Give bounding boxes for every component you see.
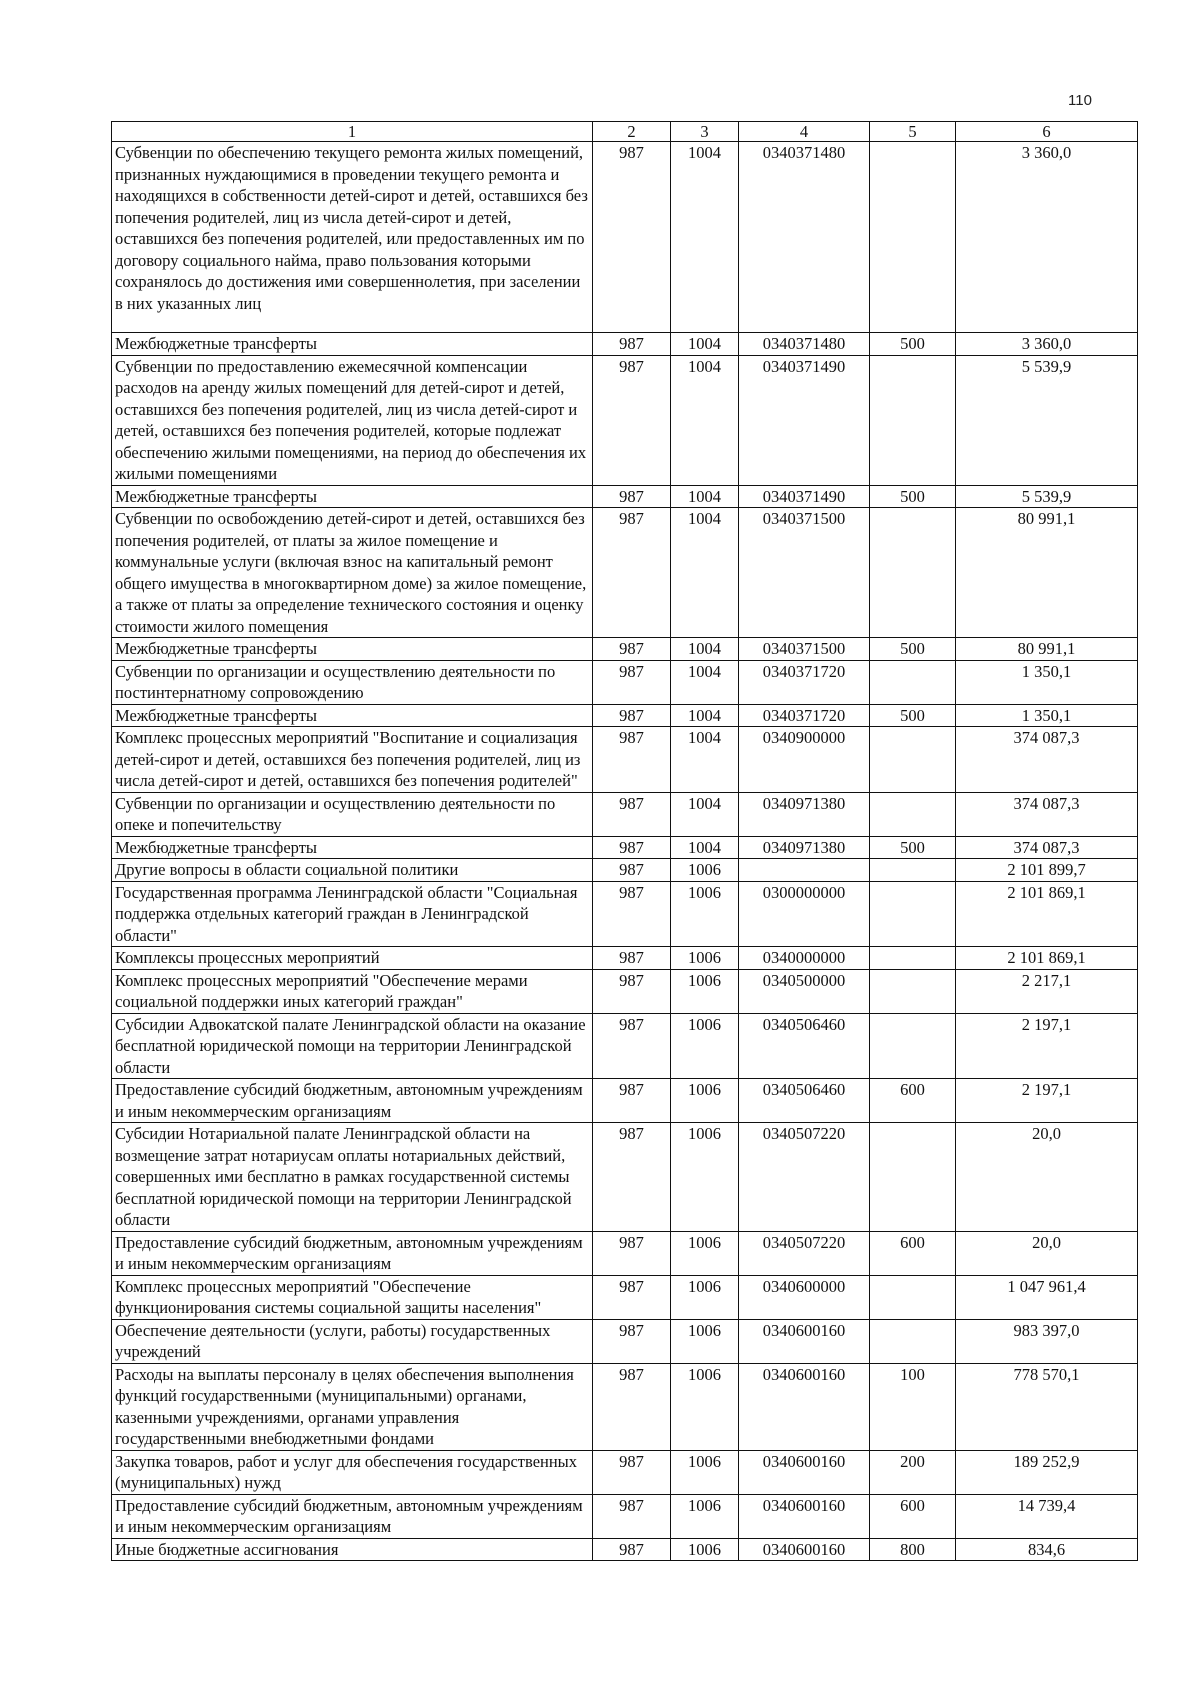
ministry-code-cell: 987	[593, 355, 671, 485]
ministry-code-cell: 987	[593, 1013, 671, 1079]
table-row	[112, 1319, 1138, 1363]
section-code-cell: 1004	[671, 792, 739, 836]
target-code-cell: 0340000000	[739, 947, 870, 970]
expense-type-cell: 500	[870, 638, 956, 661]
section-code-cell: 1006	[671, 1450, 739, 1494]
ministry-code-cell: 987	[593, 333, 671, 356]
amount-cell: 1 350,1	[956, 660, 1138, 704]
table-row	[112, 947, 1138, 970]
row-name-cell: Межбюджетные трансферты	[112, 485, 593, 508]
table-row	[112, 1363, 1138, 1450]
table-row	[112, 660, 1138, 704]
ministry-code-cell: 987	[593, 485, 671, 508]
section-code-cell: 1004	[671, 836, 739, 859]
header-cell: 4	[739, 122, 870, 142]
row-name-cell: Субсидии Адвокатской палате Ленинградской области на оказание бесплатной юридической помощи на территории Ленинградской области	[112, 1013, 593, 1079]
table-row	[112, 881, 1138, 947]
ministry-code-cell: 987	[593, 1079, 671, 1123]
table-row	[112, 355, 1138, 485]
amount-cell: 374 087,3	[956, 727, 1138, 793]
expense-type-cell: 500	[870, 333, 956, 356]
amount-cell: 2 101 899,7	[956, 859, 1138, 882]
row-name-cell: Комплексы процессных мероприятий	[112, 947, 593, 970]
section-code-cell: 1004	[671, 485, 739, 508]
target-code-cell: 0340600160	[739, 1538, 870, 1561]
expense-type-cell	[870, 947, 956, 970]
amount-cell: 3 360,0	[956, 142, 1138, 333]
target-code-cell: 0340507220	[739, 1231, 870, 1275]
expense-type-cell: 500	[870, 485, 956, 508]
section-code-cell: 1004	[671, 142, 739, 333]
header-cell: 6	[956, 122, 1138, 142]
row-name-cell: Межбюджетные трансферты	[112, 638, 593, 661]
table-row	[112, 1231, 1138, 1275]
target-code-cell	[739, 859, 870, 882]
target-code-cell: 0340371490	[739, 355, 870, 485]
expense-type-cell	[870, 355, 956, 485]
ministry-code-cell: 987	[593, 792, 671, 836]
target-code-cell: 0340600160	[739, 1363, 870, 1450]
expense-type-cell: 600	[870, 1079, 956, 1123]
target-code-cell: 0300000000	[739, 881, 870, 947]
section-code-cell: 1006	[671, 1363, 739, 1450]
expense-type-cell	[870, 792, 956, 836]
section-code-cell: 1006	[671, 947, 739, 970]
amount-cell: 5 539,9	[956, 485, 1138, 508]
target-code-cell: 0340371720	[739, 660, 870, 704]
ministry-code-cell: 987	[593, 142, 671, 333]
expense-type-cell: 100	[870, 1363, 956, 1450]
target-code-cell: 0340371490	[739, 485, 870, 508]
table-row	[112, 792, 1138, 836]
row-name-cell: Комплекс процессных мероприятий "Воспитание и социализация детей-сирот и детей, оставшихся без попечения родителей, лиц из числа детей-сирот и детей, оставшихся без попечения родителей"	[112, 727, 593, 793]
row-name-cell: Субсидии Нотариальной палате Ленинградской области на возмещение затрат нотариусам оплаты нотариальных действий, совершенных ими бесплатно в рамках государственной системы бесплатной юридической помощи на территории Ленинградской области	[112, 1123, 593, 1232]
ministry-code-cell: 987	[593, 836, 671, 859]
ministry-code-cell: 987	[593, 947, 671, 970]
row-name-cell: Предоставление субсидий бюджетным, автономным учреждениям и иным некоммерческим организациям	[112, 1494, 593, 1538]
budget-table	[111, 121, 1138, 1561]
expense-type-cell	[870, 1013, 956, 1079]
ministry-code-cell: 987	[593, 859, 671, 882]
section-code-cell: 1004	[671, 638, 739, 661]
header-cell: 1	[112, 122, 593, 142]
header-cell: 2	[593, 122, 671, 142]
table-row	[112, 1494, 1138, 1538]
target-code-cell: 0340900000	[739, 727, 870, 793]
row-name-cell: Межбюджетные трансферты	[112, 333, 593, 356]
section-code-cell: 1004	[671, 660, 739, 704]
amount-cell: 834,6	[956, 1538, 1138, 1561]
section-code-cell: 1006	[671, 969, 739, 1013]
section-code-cell: 1006	[671, 1538, 739, 1561]
ministry-code-cell: 987	[593, 1231, 671, 1275]
ministry-code-cell: 987	[593, 727, 671, 793]
expense-type-cell: 500	[870, 704, 956, 727]
target-code-cell: 0340600160	[739, 1494, 870, 1538]
ministry-code-cell: 987	[593, 969, 671, 1013]
ministry-code-cell: 987	[593, 1123, 671, 1232]
table-row	[112, 638, 1138, 661]
table-row	[112, 1275, 1138, 1319]
expense-type-cell	[870, 1319, 956, 1363]
amount-cell: 778 570,1	[956, 1363, 1138, 1450]
target-code-cell: 0340971380	[739, 836, 870, 859]
expense-type-cell: 600	[870, 1494, 956, 1538]
expense-type-cell: 500	[870, 836, 956, 859]
table-row	[112, 704, 1138, 727]
expense-type-cell	[870, 142, 956, 333]
amount-cell: 1 350,1	[956, 704, 1138, 727]
amount-cell: 20,0	[956, 1123, 1138, 1232]
row-name-cell: Субвенции по предоставлению ежемесячной компенсации расходов на аренду жилых помещений для детей-сирот и детей, оставшихся без попечения родителей, лиц из числа детей-сирот и детей, оставшихся без попечения родителей, которые подлежат обеспечению жилыми помещениями, на период до обеспечения их жилыми помещениями	[112, 355, 593, 485]
section-code-cell: 1006	[671, 1231, 739, 1275]
row-name-cell: Предоставление субсидий бюджетным, автономным учреждениям и иным некоммерческим организациям	[112, 1231, 593, 1275]
amount-cell: 374 087,3	[956, 836, 1138, 859]
ministry-code-cell: 987	[593, 638, 671, 661]
expense-type-cell	[870, 727, 956, 793]
target-code-cell: 0340371480	[739, 333, 870, 356]
target-code-cell: 0340371720	[739, 704, 870, 727]
row-name-cell: Субвенции по освобождению детей-сирот и детей, оставшихся без попечения родителей, от платы за жилое помещение и коммунальные услуги (включая взнос на капитальный ремонт общего имущества в многоквартирном доме) за жилое помещение, а также от платы за определение технического состояния и оценку стоимости жилого помещения	[112, 508, 593, 638]
amount-cell: 2 101 869,1	[956, 947, 1138, 970]
section-code-cell: 1004	[671, 704, 739, 727]
expense-type-cell	[870, 859, 956, 882]
table-row	[112, 508, 1138, 638]
row-name-cell: Межбюджетные трансферты	[112, 704, 593, 727]
expense-type-cell	[870, 1275, 956, 1319]
table-row	[112, 727, 1138, 793]
table-row	[112, 836, 1138, 859]
section-code-cell: 1006	[671, 1123, 739, 1232]
row-name-cell: Государственная программа Ленинградской области "Социальная поддержка отдельных категорий граждан в Ленинградской области"	[112, 881, 593, 947]
amount-cell: 20,0	[956, 1231, 1138, 1275]
row-name-cell: Предоставление субсидий бюджетным, автономным учреждениям и иным некоммерческим организациям	[112, 1079, 593, 1123]
row-name-cell: Субвенции по обеспечению текущего ремонта жилых помещений, признанных нуждающимися в проведении текущего ремонта и находящихся в собственности детей-сирот и детей, оставшихся без попечения родителей, лиц из числа детей-сирот и детей, оставшихся без попечения родителей, или предоставленных им по договору социального найма, право пользования которыми сохранялось до достижения ими совершеннолетия, при заселении в них указанных лиц	[112, 142, 593, 333]
row-name-cell: Другие вопросы в области социальной политики	[112, 859, 593, 882]
table-row	[112, 969, 1138, 1013]
section-code-cell: 1006	[671, 1275, 739, 1319]
amount-cell: 80 991,1	[956, 508, 1138, 638]
expense-type-cell: 800	[870, 1538, 956, 1561]
section-code-cell: 1006	[671, 881, 739, 947]
row-name-cell: Обеспечение деятельности (услуги, работы) государственных учреждений	[112, 1319, 593, 1363]
ministry-code-cell: 987	[593, 1363, 671, 1450]
header-row	[112, 122, 1138, 142]
target-code-cell: 0340500000	[739, 969, 870, 1013]
header-cell: 3	[671, 122, 739, 142]
section-code-cell: 1006	[671, 1319, 739, 1363]
target-code-cell: 0340506460	[739, 1079, 870, 1123]
expense-type-cell	[870, 508, 956, 638]
section-code-cell: 1006	[671, 1013, 739, 1079]
section-code-cell: 1006	[671, 1494, 739, 1538]
amount-cell: 2 217,1	[956, 969, 1138, 1013]
section-code-cell: 1004	[671, 333, 739, 356]
expense-type-cell	[870, 660, 956, 704]
section-code-cell: 1004	[671, 355, 739, 485]
table-row	[112, 1538, 1138, 1561]
row-name-cell: Комплекс процессных мероприятий "Обеспечение мерами социальной поддержки иных категорий граждан"	[112, 969, 593, 1013]
amount-cell: 2 197,1	[956, 1013, 1138, 1079]
target-code-cell: 0340600160	[739, 1319, 870, 1363]
target-code-cell: 0340506460	[739, 1013, 870, 1079]
expense-type-cell: 200	[870, 1450, 956, 1494]
header-cell: 5	[870, 122, 956, 142]
expense-type-cell: 600	[870, 1231, 956, 1275]
table-row	[112, 1079, 1138, 1123]
target-code-cell: 0340600000	[739, 1275, 870, 1319]
section-code-cell: 1006	[671, 1079, 739, 1123]
table-row	[112, 142, 1138, 333]
ministry-code-cell: 987	[593, 1450, 671, 1494]
ministry-code-cell: 987	[593, 1494, 671, 1538]
ministry-code-cell: 987	[593, 660, 671, 704]
page-number: 110	[1068, 92, 1092, 109]
target-code-cell: 0340971380	[739, 792, 870, 836]
section-code-cell: 1006	[671, 859, 739, 882]
target-code-cell: 0340600160	[739, 1450, 870, 1494]
ministry-code-cell: 987	[593, 704, 671, 727]
expense-type-cell	[870, 969, 956, 1013]
table-row	[112, 485, 1138, 508]
target-code-cell: 0340371480	[739, 142, 870, 333]
target-code-cell: 0340371500	[739, 638, 870, 661]
target-code-cell: 0340371500	[739, 508, 870, 638]
amount-cell: 2 101 869,1	[956, 881, 1138, 947]
table-row	[112, 333, 1138, 356]
row-name-cell: Закупка товаров, работ и услуг для обеспечения государственных (муниципальных) нужд	[112, 1450, 593, 1494]
ministry-code-cell: 987	[593, 1319, 671, 1363]
row-name-cell: Субвенции по организации и осуществлению деятельности по опеке и попечительству	[112, 792, 593, 836]
ministry-code-cell: 987	[593, 1275, 671, 1319]
ministry-code-cell: 987	[593, 881, 671, 947]
amount-cell: 14 739,4	[956, 1494, 1138, 1538]
table-row	[112, 1013, 1138, 1079]
ministry-code-cell: 987	[593, 1538, 671, 1561]
expense-type-cell	[870, 1123, 956, 1232]
amount-cell: 983 397,0	[956, 1319, 1138, 1363]
amount-cell: 80 991,1	[956, 638, 1138, 661]
row-name-cell: Расходы на выплаты персоналу в целях обеспечения выполнения функций государственными (муниципальными) органами, казенными учреждениями, органами управления государственными внебюджетными фондами	[112, 1363, 593, 1450]
row-name-cell: Комплекс процессных мероприятий "Обеспечение функционирования системы социальной защиты населения"	[112, 1275, 593, 1319]
section-code-cell: 1004	[671, 508, 739, 638]
table-row	[112, 1123, 1138, 1232]
amount-cell: 189 252,9	[956, 1450, 1138, 1494]
amount-cell: 1 047 961,4	[956, 1275, 1138, 1319]
amount-cell: 5 539,9	[956, 355, 1138, 485]
row-name-cell: Межбюджетные трансферты	[112, 836, 593, 859]
row-name-cell: Субвенции по организации и осуществлению деятельности по постинтернатному сопровождению	[112, 660, 593, 704]
target-code-cell: 0340507220	[739, 1123, 870, 1232]
amount-cell: 3 360,0	[956, 333, 1138, 356]
table-row	[112, 1450, 1138, 1494]
amount-cell: 374 087,3	[956, 792, 1138, 836]
table-row	[112, 859, 1138, 882]
section-code-cell: 1004	[671, 727, 739, 793]
row-name-cell: Иные бюджетные ассигнования	[112, 1538, 593, 1561]
amount-cell: 2 197,1	[956, 1079, 1138, 1123]
ministry-code-cell: 987	[593, 508, 671, 638]
expense-type-cell	[870, 881, 956, 947]
